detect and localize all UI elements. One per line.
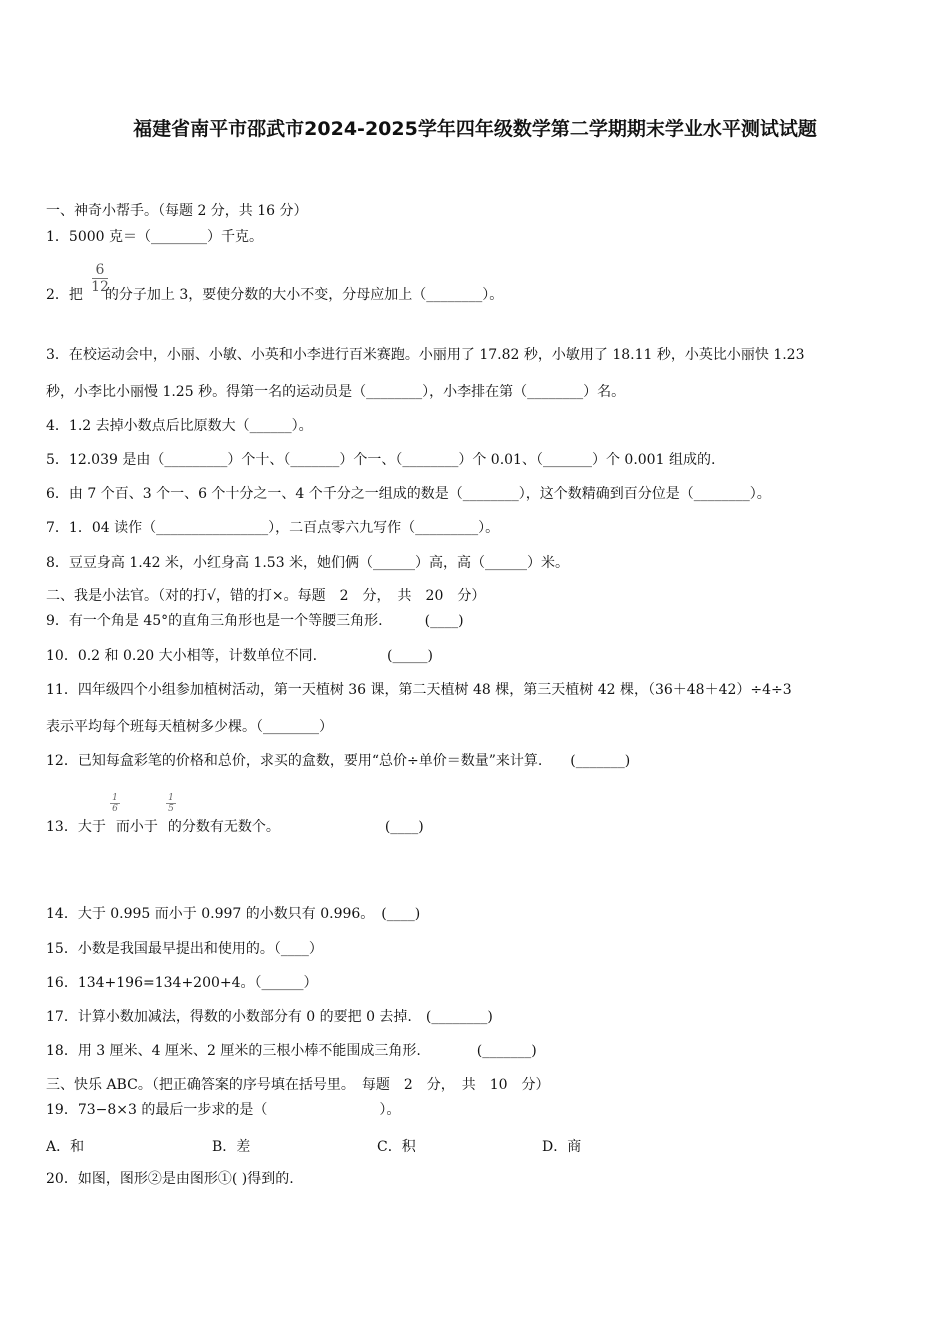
fraction-numerator: 1	[168, 793, 174, 803]
question-20: 20．如图，图形②是由图形①( )得到的.	[46, 1171, 294, 1187]
question-1: 1．5000 克＝（________）千克。	[46, 229, 263, 245]
section-2-header: 二、我是小法官。（对的打√，错的打×。每题 2 分， 共 20 分）	[46, 588, 486, 604]
question-11-line-1: 11．四年级四个小组参加植树活动，第一天植树 36 课，第二天植树 48 棵，第三天植树 42 棵，（36＋48＋42）÷4÷3	[46, 682, 792, 698]
fraction-denominator: 6	[112, 804, 118, 814]
fraction-1-5	[166, 793, 176, 814]
question-12: 12．已知每盒彩笔的价格和总价，求买的盒数，要用“总价÷单价＝数量”来计算. (_______)	[46, 753, 631, 769]
question-13-part-a: 13．大于	[46, 819, 106, 835]
option-d: D．商	[542, 1139, 582, 1155]
question-13	[46, 818, 424, 836]
question-3-line-2: 秒，小李比小丽慢 1.25 秒。得第一名的运动员是（________），小李排在第（________）名。	[46, 384, 626, 400]
question-17: 17．计算小数加减法，得数的小数部分有 0 的要把 0 去掉. (________)	[46, 1009, 493, 1025]
question-6: 6．由 7 个百、3 个一、6 个十分之一、4 个千分之一组成的数是（________），这个数精确到百分位是（________）。	[46, 486, 771, 502]
question-4: 4．1.2 去掉小数点后比原数大（______）。	[46, 418, 313, 434]
question-3-line-1: 3．在校运动会中，小丽、小敏、小英和小李进行百米赛跑。小丽用了 17.82 秒，小敏用了 18.11 秒，小英比小丽快 1.23	[46, 347, 805, 363]
question-13-part-c: 的分数有无数个。 (____)	[167, 819, 424, 835]
question-10: 10．0.2 和 0.20 大小相等，计数单位不同. (_____)	[46, 648, 433, 664]
question-2	[46, 286, 503, 304]
fraction-numerator: 6	[95, 262, 105, 278]
option-a: A．和	[46, 1139, 85, 1155]
fraction-1-6	[110, 793, 120, 814]
section-3-header: 三、快乐 ABC。（把正确答案的序号填在括号里。 每题 2 分， 共 10 分）	[46, 1077, 550, 1093]
option-c: C．积	[377, 1139, 416, 1155]
question-18: 18．用 3 厘米、4 厘米、2 厘米的三根小棒不能围成三角形. (_______)	[46, 1043, 537, 1059]
question-15: 15．小数是我国最早提出和使用的。（____）	[46, 941, 323, 957]
fraction-denominator: 12	[91, 279, 109, 295]
fraction-6-12	[89, 262, 111, 295]
question-9: 9．有一个角是 45°的直角三角形也是一个等腰三角形. (____)	[46, 613, 464, 629]
question-13-part-b: 而小于	[115, 819, 158, 835]
question-14: 14．大于 0.995 而小于 0.997 的小数只有 0.996。 (____)	[46, 906, 421, 922]
page-title: 福建省南平市邵武市2024-2025学年四年级数学第二学期期末学业水平测试试题	[133, 118, 817, 140]
question-2-prefix: 2．把	[46, 287, 83, 303]
question-2-text: 的分子加上 3，要使分数的大小不变，分母应加上（________）。	[104, 287, 504, 303]
fraction-numerator: 1	[112, 793, 118, 803]
section-1-header: 一、神奇小帮手。（每题 2 分，共 16 分）	[46, 203, 308, 219]
question-11-line-2: 表示平均每个班每天植树多少棵。（________）	[46, 719, 333, 735]
option-b: B．差	[212, 1139, 251, 1155]
question-5: 5．12.039 是由（_________）个十、（_______）个一、（________）个 0.01、（_______）个 0.001 组成的.	[46, 452, 716, 468]
question-8: 8．豆豆身高 1.42 米，小红身高 1.53 米，她们俩（______）高，高（______）米。	[46, 555, 570, 571]
question-7: 7．1．04 读作（________________），二百点零六九写作（_________）。	[46, 520, 500, 536]
question-19: 19．73−8×3 的最后一步求的是（ ）。	[46, 1102, 401, 1118]
question-16: 16．134+196=134+200+4。（______）	[46, 975, 318, 991]
fraction-denominator: 5	[168, 804, 174, 814]
